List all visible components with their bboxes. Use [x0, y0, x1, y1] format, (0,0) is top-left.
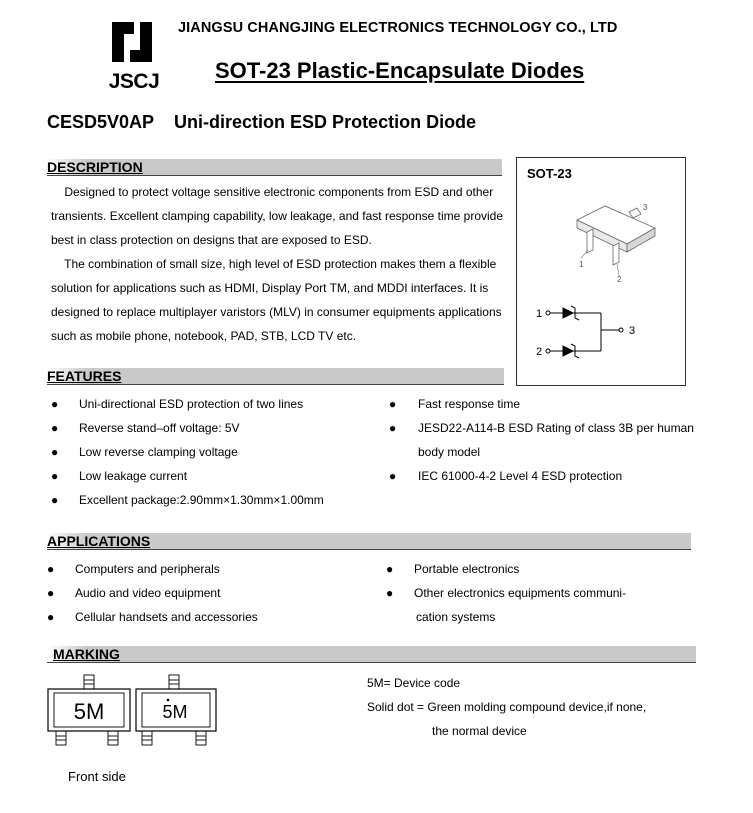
bullet-icon: ●	[389, 397, 397, 411]
description-line: The combination of small size, high level of ESD protection makes them a flexible	[51, 257, 497, 271]
package-title: SOT-23	[527, 166, 572, 181]
part-number: CESD5V0AP	[47, 112, 155, 132]
list-item: body model	[418, 445, 481, 459]
description-line: transients. Excellent clamping capability, low leakage, and fast response time provide	[51, 209, 504, 223]
pin-label: 3	[629, 325, 636, 337]
logo-text: JSCJ	[108, 70, 160, 93]
document-title: SOT-23 Plastic-Encapsulate Diodes	[215, 58, 585, 83]
pin-label: 2	[536, 346, 543, 358]
bullet-icon: ●	[51, 469, 59, 483]
marking-note: 5M= Device code	[367, 676, 461, 690]
marking-note: Solid dot = Green molding compound device,if none,	[367, 700, 647, 714]
list-item: ● Reverse stand–off voltage: 5V	[51, 416, 381, 440]
description-line: solution for applications such as HDMI, Display Port TM, and MDDI interfaces. It is	[51, 281, 489, 295]
bullet-icon: ●	[51, 421, 59, 435]
package-body-icon	[577, 206, 655, 265]
bullet-icon: ●	[51, 397, 59, 411]
part-description: Uni-direction ESD Protection Diode	[174, 112, 477, 132]
part-heading	[47, 112, 476, 133]
bullet-icon: ●	[386, 562, 394, 576]
list-item: ● Low leakage current	[51, 464, 381, 488]
jscj-logo-mark	[104, 16, 164, 96]
description-line: best in class protection on designs that are exposed to ESD.	[51, 233, 372, 247]
package-box	[516, 157, 686, 386]
list-item: ● JESD22-A114-B ESD Rating of class 3B per human	[389, 416, 709, 440]
marking-code-a: 5M	[73, 699, 105, 724]
features-list-left	[51, 392, 381, 512]
description-heading: DESCRIPTION	[47, 159, 502, 176]
list-item: cation systems	[416, 610, 496, 624]
bullet-icon: ●	[51, 445, 59, 459]
list-item: ● Portable electronics	[386, 557, 706, 581]
list-item: ● Low reverse clamping voltage	[51, 440, 381, 464]
company-logo	[104, 16, 164, 96]
marking-heading: MARKING	[47, 646, 696, 663]
list-item: ● Other electronics equipments communi-	[386, 581, 706, 605]
marking-code-b: 5M	[162, 702, 188, 722]
description-line: Designed to protect voltage sensitive electronic components from ESD and other	[51, 185, 494, 199]
bullet-icon: ●	[386, 586, 394, 600]
pin-label: 1	[536, 308, 543, 320]
bullet-icon: ●	[389, 421, 397, 435]
list-item: ● Audio and video equipment	[47, 581, 377, 605]
diode-schematic-icon	[546, 306, 623, 358]
bullet-icon: ●	[47, 562, 55, 576]
description-line: designed to replace multiplayer varistors (MLV) in consumer equipments applications	[51, 305, 502, 319]
applications-heading: APPLICATIONS	[47, 533, 691, 550]
features-heading: FEATURES	[47, 368, 504, 385]
sot23-package-drawing	[517, 158, 685, 385]
list-item: ● Excellent package:2.90mm×1.30mm×1.00mm	[51, 488, 381, 512]
description-line: such as mobile phone, notebook, PAD, STB, LCD TV etc.	[51, 329, 357, 343]
marking-notes	[367, 671, 646, 743]
list-item: ● Fast response time	[389, 392, 709, 416]
company-name: JIANGSU CHANGJING ELECTRONICS TECHNOLOGY CO., LTD	[178, 20, 618, 36]
solid-dot-icon	[167, 699, 170, 702]
body-pin-label: 3	[643, 203, 648, 212]
body-pin-label: 2	[617, 275, 622, 284]
list-item: ● Computers and peripherals	[47, 557, 377, 581]
bullet-icon: ●	[47, 610, 55, 624]
marking-drawings	[44, 672, 224, 752]
features-list-right	[389, 392, 709, 488]
applications-list-left	[47, 557, 377, 629]
bullet-icon: ●	[47, 586, 55, 600]
front-side-label: Front side	[68, 769, 126, 784]
list-item: ● Cellular handsets and accessories	[47, 605, 377, 629]
bullet-icon: ●	[389, 469, 397, 483]
applications-list-right	[386, 557, 706, 629]
bullet-icon: ●	[51, 493, 59, 507]
list-item: ● IEC 61000-4-2 Level 4 ESD protection	[389, 464, 709, 488]
marking-note: the normal device	[432, 724, 527, 738]
body-pin-label: 1	[579, 260, 584, 269]
description-body	[51, 180, 506, 348]
list-item: ● Uni-directional ESD protection of two lines	[51, 392, 381, 416]
